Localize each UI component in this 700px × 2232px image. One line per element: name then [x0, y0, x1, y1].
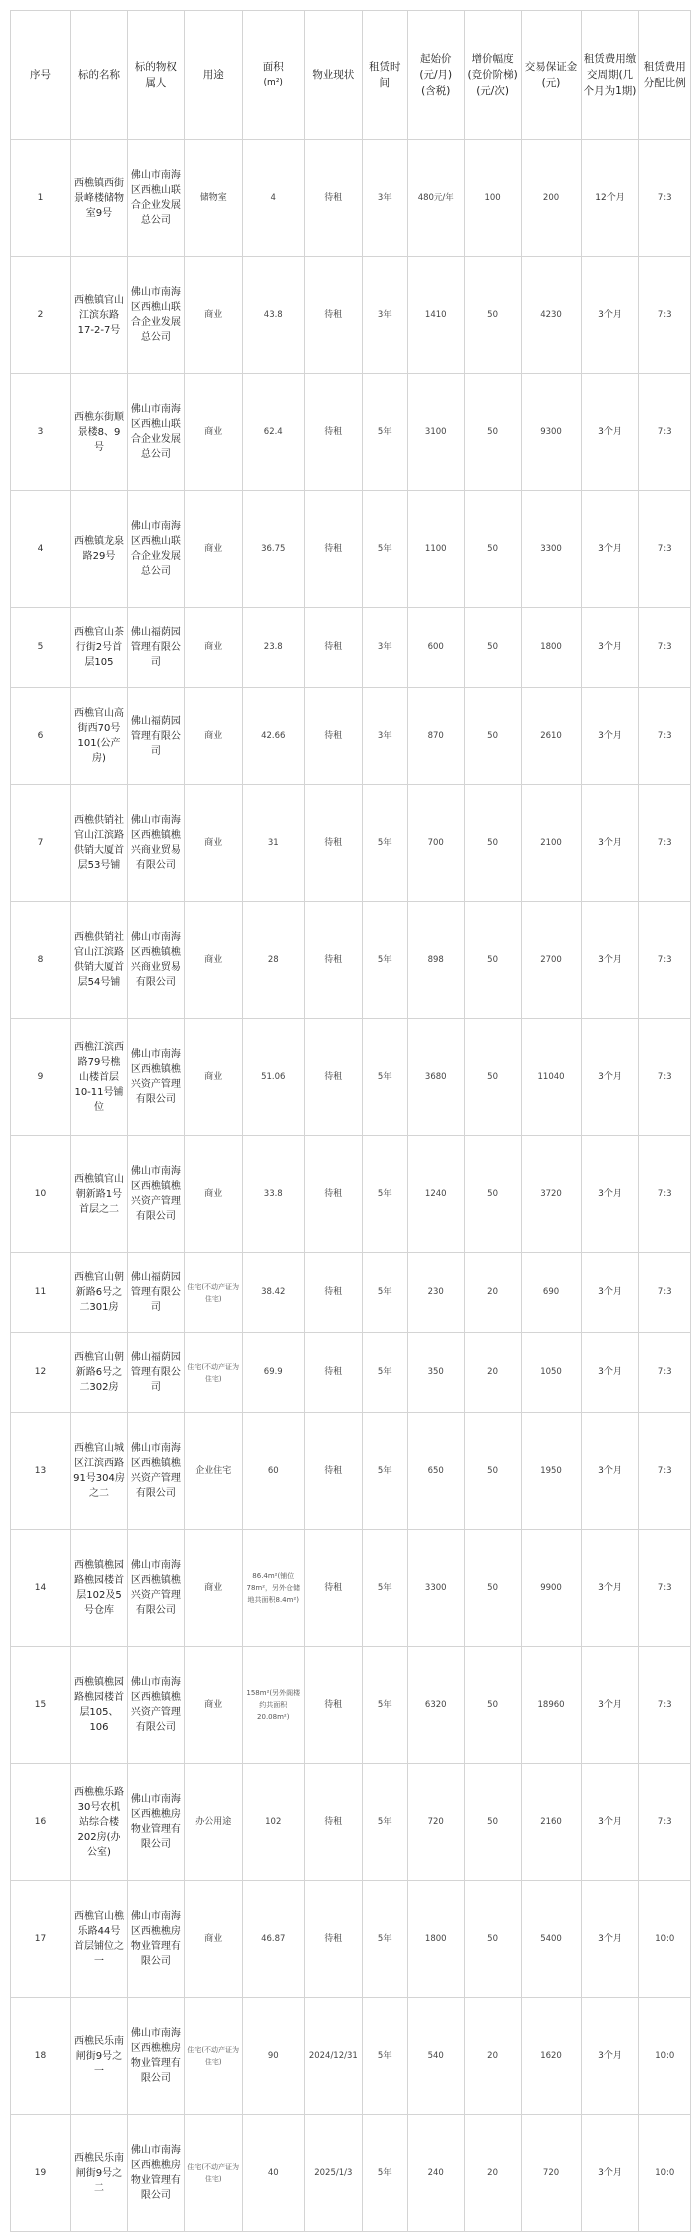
cell-start-price: 1410 [407, 257, 464, 374]
cell-deposit: 1950 [521, 1413, 581, 1530]
cell-split: 7:3 [639, 1530, 691, 1647]
cell-increment: 20 [464, 1998, 521, 2115]
cell-term: 5年 [362, 1881, 407, 1998]
cell-pay-cycle: 3个月 [581, 1333, 639, 1413]
cell-start-price: 3680 [407, 1019, 464, 1136]
cell-term: 5年 [362, 902, 407, 1019]
cell-area: 60 [242, 1413, 304, 1530]
cell-use: 住宅(不动产证为住宅) [184, 1333, 242, 1413]
cell-deposit: 1050 [521, 1333, 581, 1413]
cell-status: 待租 [304, 491, 362, 608]
cell-split: 7:3 [639, 491, 691, 608]
cell-pay-cycle: 3个月 [581, 1019, 639, 1136]
cell-owner: 佛山市南海区西樵镇樵兴商业贸易有限公司 [127, 902, 184, 1019]
cell-status: 待租 [304, 1413, 362, 1530]
cell-start-price: 720 [407, 1764, 464, 1881]
cell-owner: 佛山市南海区西樵镇樵兴资产管理有限公司 [127, 1136, 184, 1253]
cell-seq: 16 [11, 1764, 71, 1881]
cell-increment: 50 [464, 1019, 521, 1136]
header-start-price-label: 起始价 [419, 53, 452, 65]
cell-name: 西樵官山樵乐路44号首层铺位之一 [71, 1881, 128, 1998]
cell-use: 企业住宅 [184, 1413, 242, 1530]
cell-area: 90 [242, 1998, 304, 2115]
cell-status: 待租 [304, 1019, 362, 1136]
cell-area: 86.4m²(铺位78m²，另外仓储地共面积8.4m²) [242, 1530, 304, 1647]
cell-seq: 11 [11, 1253, 71, 1333]
table-row [11, 1764, 691, 1881]
cell-name: 西樵供销社官山江滨路供销大厦首层53号铺 [71, 785, 128, 902]
cell-seq: 10 [11, 1136, 71, 1253]
cell-increment: 50 [464, 785, 521, 902]
cell-seq: 18 [11, 1998, 71, 2115]
cell-start-price: 3100 [407, 374, 464, 491]
cell-status: 待租 [304, 140, 362, 257]
cell-pay-cycle: 12个月 [581, 140, 639, 257]
table-row [11, 2115, 691, 2232]
cell-use: 住宅(不动产证为住宅) [184, 1253, 242, 1333]
cell-use: 商业 [184, 688, 242, 785]
cell-area: 38.42 [242, 1253, 304, 1333]
cell-pay-cycle: 3个月 [581, 257, 639, 374]
table-row [11, 1253, 691, 1333]
cell-owner: 佛山市南海区西樵樵房物业管理有限公司 [127, 1881, 184, 1998]
table-row [11, 1998, 691, 2115]
cell-status: 待租 [304, 1881, 362, 1998]
cell-deposit: 2700 [521, 902, 581, 1019]
cell-pay-cycle: 3个月 [581, 688, 639, 785]
cell-increment: 50 [464, 1530, 521, 1647]
cell-use: 商业 [184, 1647, 242, 1764]
cell-start-price: 600 [407, 608, 464, 688]
cell-use: 商业 [184, 1881, 242, 1998]
cell-name: 西樵镇西街景峰楼储物室9号 [71, 140, 128, 257]
table-row [11, 1136, 691, 1253]
cell-area: 4 [242, 140, 304, 257]
cell-deposit: 3720 [521, 1136, 581, 1253]
cell-split: 7:3 [639, 1764, 691, 1881]
cell-split: 10:0 [639, 2115, 691, 2232]
table-body [11, 140, 691, 2232]
cell-owner: 佛山市南海区西樵樵房物业管理有限公司 [127, 1764, 184, 1881]
cell-start-price: 1100 [407, 491, 464, 608]
table-row [11, 1333, 691, 1413]
cell-name: 西樵东街顺景楼8、9号 [71, 374, 128, 491]
cell-start-price: 700 [407, 785, 464, 902]
cell-split: 7:3 [639, 785, 691, 902]
cell-status: 待租 [304, 374, 362, 491]
cell-area: 43.8 [242, 257, 304, 374]
cell-term: 3年 [362, 140, 407, 257]
cell-term: 5年 [362, 374, 407, 491]
header-split: 租赁费用分配比例 [639, 11, 691, 140]
cell-owner: 佛山市南海区西樵樵房物业管理有限公司 [127, 1998, 184, 2115]
header-row [11, 11, 691, 140]
table-row [11, 902, 691, 1019]
cell-deposit: 200 [521, 140, 581, 257]
cell-split: 7:3 [639, 1333, 691, 1413]
cell-increment: 50 [464, 1881, 521, 1998]
header-owner: 标的物权属人 [127, 11, 184, 140]
cell-split: 7:3 [639, 1019, 691, 1136]
cell-start-price: 6320 [407, 1647, 464, 1764]
header-use: 用途 [184, 11, 242, 140]
cell-term: 5年 [362, 1647, 407, 1764]
table-row [11, 1019, 691, 1136]
header-deposit: 交易保证金(元) [521, 11, 581, 140]
cell-owner: 佛山市南海区西樵镇樵兴商业贸易有限公司 [127, 785, 184, 902]
cell-seq: 7 [11, 785, 71, 902]
cell-start-price: 540 [407, 1998, 464, 2115]
cell-owner: 佛山市南海区西樵樵房物业管理有限公司 [127, 2115, 184, 2232]
cell-owner: 佛山市南海区西樵山联合企业发展总公司 [127, 257, 184, 374]
cell-pay-cycle: 3个月 [581, 1647, 639, 1764]
cell-split: 7:3 [639, 1136, 691, 1253]
cell-split: 7:3 [639, 257, 691, 374]
cell-area: 42.66 [242, 688, 304, 785]
table-row [11, 491, 691, 608]
cell-term: 5年 [362, 2115, 407, 2232]
cell-use: 储物室 [184, 140, 242, 257]
cell-deposit: 1620 [521, 1998, 581, 2115]
cell-term: 5年 [362, 1530, 407, 1647]
cell-pay-cycle: 3个月 [581, 1764, 639, 1881]
cell-status: 待租 [304, 1333, 362, 1413]
cell-term: 5年 [362, 785, 407, 902]
cell-status: 待租 [304, 902, 362, 1019]
cell-use: 住宅(不动产证为住宅) [184, 2115, 242, 2232]
cell-pay-cycle: 3个月 [581, 491, 639, 608]
cell-deposit: 2100 [521, 785, 581, 902]
cell-area: 31 [242, 785, 304, 902]
header-term: 租赁时间 [362, 11, 407, 140]
cell-seq: 6 [11, 688, 71, 785]
cell-name: 西樵樵乐路30号农机站综合楼202房(办公室) [71, 1764, 128, 1881]
header-status: 物业现状 [304, 11, 362, 140]
cell-name: 西樵官山朝新路6号之二301房 [71, 1253, 128, 1333]
cell-area: 102 [242, 1764, 304, 1881]
cell-split: 7:3 [639, 608, 691, 688]
table-row [11, 1881, 691, 1998]
cell-area: 69.9 [242, 1333, 304, 1413]
cell-pay-cycle: 3个月 [581, 1530, 639, 1647]
cell-term: 5年 [362, 1413, 407, 1530]
cell-status: 2024/12/31 [304, 1998, 362, 2115]
cell-area: 23.8 [242, 608, 304, 688]
cell-start-price: 650 [407, 1413, 464, 1530]
cell-pay-cycle: 3个月 [581, 785, 639, 902]
cell-seq: 1 [11, 140, 71, 257]
cell-seq: 13 [11, 1413, 71, 1530]
cell-start-price: 480元/年 [407, 140, 464, 257]
cell-pay-cycle: 3个月 [581, 1998, 639, 2115]
cell-deposit: 690 [521, 1253, 581, 1333]
header-name: 标的名称 [71, 11, 128, 140]
cell-deposit: 2160 [521, 1764, 581, 1881]
cell-increment: 50 [464, 1647, 521, 1764]
cell-increment: 100 [464, 140, 521, 257]
cell-name: 西樵官山高街西70号101(公产房) [71, 688, 128, 785]
table-row [11, 785, 691, 902]
table-row [11, 1530, 691, 1647]
cell-deposit: 5400 [521, 1881, 581, 1998]
cell-use: 商业 [184, 608, 242, 688]
cell-name: 西樵镇龙泉路29号 [71, 491, 128, 608]
cell-owner: 佛山市南海区西樵山联合企业发展总公司 [127, 491, 184, 608]
header-seq: 序号 [11, 11, 71, 140]
cell-increment: 50 [464, 688, 521, 785]
cell-pay-cycle: 3个月 [581, 1253, 639, 1333]
table-row [11, 1413, 691, 1530]
table-row [11, 608, 691, 688]
cell-name: 西樵民乐南闸街9号之一 [71, 1998, 128, 2115]
cell-seq: 14 [11, 1530, 71, 1647]
cell-split: 7:3 [639, 140, 691, 257]
cell-split: 7:3 [639, 1253, 691, 1333]
cell-owner: 佛山福荫园管理有限公司 [127, 608, 184, 688]
cell-status: 待租 [304, 257, 362, 374]
cell-owner: 佛山市南海区西樵山联合企业发展总公司 [127, 374, 184, 491]
cell-status: 2025/1/3 [304, 2115, 362, 2232]
cell-area: 46.87 [242, 1881, 304, 1998]
cell-use: 商业 [184, 1136, 242, 1253]
cell-seq: 9 [11, 1019, 71, 1136]
cell-pay-cycle: 3个月 [581, 608, 639, 688]
cell-split: 7:3 [639, 688, 691, 785]
cell-term: 5年 [362, 1764, 407, 1881]
cell-pay-cycle: 3个月 [581, 1136, 639, 1253]
cell-use: 商业 [184, 1530, 242, 1647]
cell-status: 待租 [304, 1253, 362, 1333]
cell-increment: 50 [464, 902, 521, 1019]
cell-area: 62.4 [242, 374, 304, 491]
header-pay-cycle: 租赁费用缴交周期(几个月为1期) [581, 11, 639, 140]
cell-split: 7:3 [639, 902, 691, 1019]
cell-owner: 佛山福荫园管理有限公司 [127, 1333, 184, 1413]
cell-name: 西樵民乐南闸街9号之二 [71, 2115, 128, 2232]
cell-owner: 佛山市南海区西樵镇樵兴资产管理有限公司 [127, 1413, 184, 1530]
header-start-price-tax: (含税) [421, 85, 451, 97]
cell-term: 5年 [362, 1253, 407, 1333]
cell-start-price: 240 [407, 2115, 464, 2232]
cell-pay-cycle: 3个月 [581, 1881, 639, 1998]
cell-increment: 50 [464, 1764, 521, 1881]
header-start-price-unit: (元/月) [419, 69, 453, 81]
cell-seq: 19 [11, 2115, 71, 2232]
table-row [11, 374, 691, 491]
cell-term: 5年 [362, 491, 407, 608]
cell-deposit: 11040 [521, 1019, 581, 1136]
cell-use: 住宅(不动产证为住宅) [184, 1998, 242, 2115]
cell-name: 西樵镇樵园路樵园楼首层102及5号仓库 [71, 1530, 128, 1647]
cell-owner: 佛山福荫园管理有限公司 [127, 688, 184, 785]
cell-owner: 佛山市南海区西樵镇樵兴资产管理有限公司 [127, 1647, 184, 1764]
cell-start-price: 898 [407, 902, 464, 1019]
cell-status: 待租 [304, 608, 362, 688]
cell-owner: 佛山市南海区西樵镇樵兴资产管理有限公司 [127, 1019, 184, 1136]
cell-start-price: 3300 [407, 1530, 464, 1647]
cell-owner: 佛山市南海区西樵镇樵兴资产管理有限公司 [127, 1530, 184, 1647]
cell-term: 3年 [362, 257, 407, 374]
cell-split: 7:3 [639, 1647, 691, 1764]
cell-area: 36.75 [242, 491, 304, 608]
cell-split: 10:0 [639, 1998, 691, 2115]
cell-area: 40 [242, 2115, 304, 2232]
cell-increment: 20 [464, 2115, 521, 2232]
cell-use: 商业 [184, 1019, 242, 1136]
cell-split: 10:0 [639, 1881, 691, 1998]
cell-name: 西樵镇樵园路樵园楼首层105、106 [71, 1647, 128, 1764]
cell-increment: 20 [464, 1333, 521, 1413]
cell-deposit: 9900 [521, 1530, 581, 1647]
cell-area: 158m²(另外阁楼约共面积20.08m²) [242, 1647, 304, 1764]
table-row [11, 688, 691, 785]
cell-status: 待租 [304, 688, 362, 785]
cell-seq: 5 [11, 608, 71, 688]
cell-increment: 50 [464, 608, 521, 688]
cell-area: 51.06 [242, 1019, 304, 1136]
rental-listing-table [10, 10, 691, 2232]
header-area-label: 面积 [262, 61, 284, 73]
cell-name: 西樵江滨西路79号樵山楼首层10-11号铺位 [71, 1019, 128, 1136]
cell-increment: 50 [464, 1136, 521, 1253]
cell-use: 商业 [184, 902, 242, 1019]
cell-split: 7:3 [639, 1413, 691, 1530]
cell-start-price: 230 [407, 1253, 464, 1333]
cell-term: 5年 [362, 1998, 407, 2115]
cell-owner: 佛山市南海区西樵山联合企业发展总公司 [127, 140, 184, 257]
cell-seq: 15 [11, 1647, 71, 1764]
cell-term: 5年 [362, 1019, 407, 1136]
cell-owner: 佛山福荫园管理有限公司 [127, 1253, 184, 1333]
cell-status: 待租 [304, 1764, 362, 1881]
cell-increment: 50 [464, 491, 521, 608]
cell-deposit: 4230 [521, 257, 581, 374]
cell-increment: 50 [464, 374, 521, 491]
cell-use: 商业 [184, 785, 242, 902]
cell-use: 办公用途 [184, 1764, 242, 1881]
cell-seq: 17 [11, 1881, 71, 1998]
cell-pay-cycle: 3个月 [581, 374, 639, 491]
cell-name: 西樵官山朝新路6号之二302房 [71, 1333, 128, 1413]
cell-term: 5年 [362, 1333, 407, 1413]
table-row [11, 140, 691, 257]
cell-name: 西樵镇官山朝新路1号首层之二 [71, 1136, 128, 1253]
cell-area: 28 [242, 902, 304, 1019]
cell-name: 西樵官山茶行街2号首层105 [71, 608, 128, 688]
cell-start-price: 870 [407, 688, 464, 785]
cell-start-price: 1240 [407, 1136, 464, 1253]
cell-status: 待租 [304, 1136, 362, 1253]
header-area [242, 11, 304, 140]
cell-name: 西樵官山城区江滨西路91号304房之二 [71, 1413, 128, 1530]
cell-pay-cycle: 3个月 [581, 2115, 639, 2232]
cell-seq: 8 [11, 902, 71, 1019]
cell-seq: 3 [11, 374, 71, 491]
table-row [11, 257, 691, 374]
cell-deposit: 2610 [521, 688, 581, 785]
cell-increment: 50 [464, 1413, 521, 1530]
cell-pay-cycle: 3个月 [581, 1413, 639, 1530]
cell-area: 33.8 [242, 1136, 304, 1253]
cell-seq: 12 [11, 1333, 71, 1413]
cell-start-price: 1800 [407, 1881, 464, 1998]
cell-deposit: 3300 [521, 491, 581, 608]
cell-use: 商业 [184, 491, 242, 608]
cell-name: 西樵供销社官山江滨路供销大厦首层54号铺 [71, 902, 128, 1019]
cell-deposit: 1800 [521, 608, 581, 688]
header-area-unit: (m²) [263, 78, 283, 88]
cell-term: 3年 [362, 688, 407, 785]
cell-start-price: 350 [407, 1333, 464, 1413]
cell-seq: 2 [11, 257, 71, 374]
cell-increment: 50 [464, 257, 521, 374]
cell-increment: 20 [464, 1253, 521, 1333]
cell-term: 3年 [362, 608, 407, 688]
cell-pay-cycle: 3个月 [581, 902, 639, 1019]
cell-name: 西樵镇官山江滨东路17-2-7号 [71, 257, 128, 374]
cell-deposit: 9300 [521, 374, 581, 491]
header-start-price [407, 11, 464, 140]
cell-deposit: 720 [521, 2115, 581, 2232]
cell-seq: 4 [11, 491, 71, 608]
cell-split: 7:3 [639, 374, 691, 491]
table-row [11, 1647, 691, 1764]
cell-use: 商业 [184, 257, 242, 374]
header-increment: 增价幅度(竞价阶梯)(元/次) [464, 11, 521, 140]
cell-status: 待租 [304, 1647, 362, 1764]
cell-term: 5年 [362, 1136, 407, 1253]
cell-deposit: 18960 [521, 1647, 581, 1764]
cell-use: 商业 [184, 374, 242, 491]
cell-status: 待租 [304, 1530, 362, 1647]
cell-status: 待租 [304, 785, 362, 902]
